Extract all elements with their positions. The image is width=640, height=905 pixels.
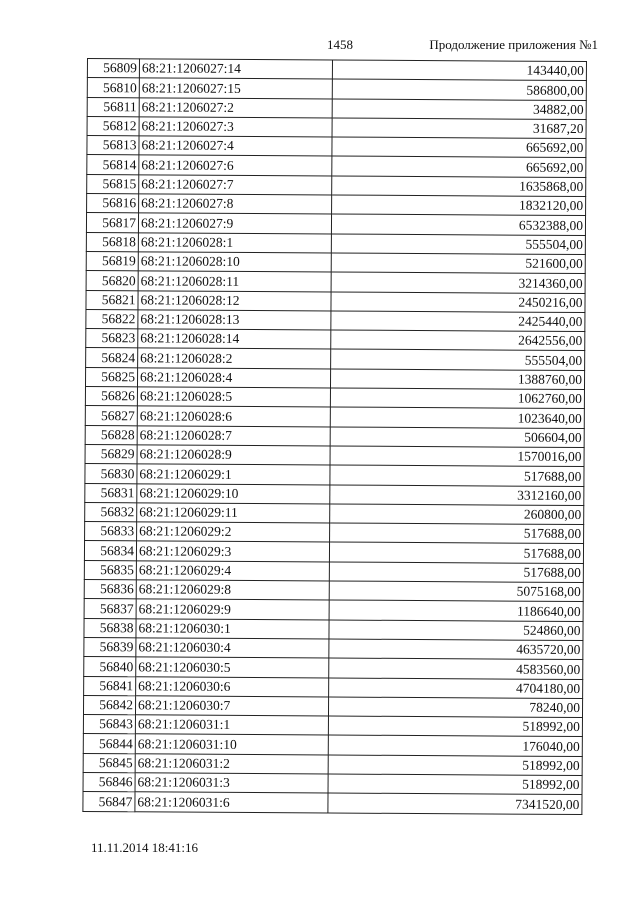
- row-number: 56811: [87, 97, 139, 117]
- cadastral-value: 2642556,00: [331, 330, 585, 351]
- table-row: [87, 194, 586, 216]
- row-number: 56842: [83, 695, 135, 715]
- cadastral-number: 68:21:1206027:6: [139, 155, 332, 175]
- cadastral-value: 521600,00: [331, 253, 585, 274]
- cadastral-number: 68:21:1206028:4: [137, 368, 330, 388]
- row-number: 56837: [84, 599, 136, 619]
- cadastral-value: 517688,00: [329, 542, 583, 563]
- cadastral-value: 6532388,00: [331, 214, 585, 235]
- row-number: 56810: [87, 78, 139, 98]
- row-number: 56809: [87, 59, 139, 79]
- table-row: [84, 637, 583, 659]
- cadastral-value: 2425440,00: [331, 311, 585, 332]
- cadastral-number: 68:21:1206027:7: [139, 175, 332, 195]
- cadastral-value: 5075168,00: [329, 581, 583, 602]
- row-number: 56828: [85, 425, 137, 445]
- row-number: 56826: [85, 387, 137, 407]
- cadastral-number: 68:21:1206028:7: [137, 425, 330, 445]
- table-row: [84, 580, 583, 602]
- cadastral-value: 4583560,00: [329, 658, 583, 679]
- cadastral-value: 78240,00: [328, 697, 582, 718]
- table-row: [84, 599, 583, 621]
- row-number: 56815: [87, 174, 139, 194]
- row-number: 56827: [85, 406, 137, 426]
- cadastral-number: 68:21:1206027:15: [139, 78, 332, 98]
- table-row: [87, 97, 586, 119]
- cadastral-number: 68:21:1206028:14: [138, 329, 331, 349]
- cadastral-number: 68:21:1206031:1: [135, 715, 328, 735]
- cadastral-value: 2450216,00: [331, 292, 585, 313]
- table-row: [84, 618, 583, 640]
- cadastral-number: 68:21:1206027:8: [139, 194, 332, 214]
- table-row: [87, 59, 586, 81]
- cadastral-number: 68:21:1206028:11: [138, 271, 331, 291]
- cadastral-number: 68:21:1206030:4: [136, 638, 329, 658]
- table-row: [87, 116, 586, 138]
- cadastral-number: 68:21:1206029:11: [137, 503, 330, 523]
- cadastral-number: 68:21:1206028:1: [138, 232, 331, 252]
- appendix-continuation-note: Продолжение приложения №1: [429, 37, 598, 52]
- table-row: [86, 290, 585, 312]
- cadastral-value: 4704180,00: [329, 677, 583, 698]
- cadastral-number: 68:21:1206029:1: [137, 464, 330, 484]
- cadastral-value: 665692,00: [332, 156, 586, 177]
- cadastral-value: 518992,00: [328, 774, 582, 795]
- table-row: [83, 695, 582, 717]
- row-number: 56833: [85, 522, 137, 542]
- row-number: 56831: [85, 483, 137, 503]
- cadastral-number: 68:21:1206027:9: [138, 213, 331, 233]
- row-number: 56825: [85, 367, 137, 387]
- cadastral-value: 260800,00: [330, 504, 584, 525]
- table-row: [86, 309, 585, 331]
- cadastral-value: 506604,00: [330, 427, 584, 448]
- row-number: 56844: [83, 734, 135, 754]
- table-row: [86, 329, 585, 351]
- row-number: 56818: [86, 232, 138, 252]
- cadastral-value: 31687,20: [332, 118, 586, 139]
- cadastral-number: 68:21:1206029:9: [136, 599, 329, 619]
- cadastral-value: 1388760,00: [330, 369, 584, 390]
- row-number: 56847: [83, 792, 135, 812]
- table-row: [83, 753, 582, 775]
- cadastral-number: 68:21:1206031:3: [135, 773, 328, 793]
- table-row: [87, 155, 586, 177]
- row-number: 56823: [86, 329, 138, 349]
- cadastral-number: 68:21:1206029:8: [136, 580, 329, 600]
- cadastral-number: 68:21:1206028:5: [137, 387, 330, 407]
- row-number: 56822: [86, 309, 138, 329]
- row-number: 56816: [87, 194, 139, 214]
- cadastral-value: 4635720,00: [329, 639, 583, 660]
- row-number: 56821: [86, 290, 138, 310]
- cadastral-number: 68:21:1206030:7: [135, 696, 328, 716]
- table-row: [85, 406, 584, 428]
- cadastral-number: 68:21:1206029:4: [136, 561, 329, 581]
- cadastral-value: 586800,00: [332, 79, 586, 100]
- cadastral-number: 68:21:1206027:14: [139, 59, 332, 79]
- table-row: [84, 657, 583, 679]
- table-row: [87, 78, 586, 100]
- cadastral-value: 555504,00: [331, 349, 585, 370]
- cadastral-value: 1832120,00: [332, 195, 586, 216]
- row-number: 56814: [87, 155, 139, 175]
- cadastral-number: 68:21:1206028:12: [138, 290, 331, 310]
- cadastral-value: 1570016,00: [330, 446, 584, 467]
- cadastral-value: 665692,00: [332, 137, 586, 158]
- cadastral-value: 518992,00: [328, 716, 582, 737]
- cadastral-number: 68:21:1206029:10: [137, 483, 330, 503]
- cadastral-value: 7341520,00: [328, 793, 582, 814]
- table-row: [83, 792, 582, 814]
- row-number: 56845: [83, 753, 135, 773]
- cadastral-number: 68:21:1206031:10: [135, 734, 328, 754]
- cadastral-number: 68:21:1206028:6: [137, 406, 330, 426]
- table-row: [86, 251, 585, 273]
- cadastral-number: 68:21:1206027:3: [139, 117, 332, 137]
- cadastral-number: 68:21:1206027:2: [139, 97, 332, 117]
- table-row: [85, 483, 584, 505]
- cadastral-number: 68:21:1206029:2: [137, 522, 330, 542]
- cadastral-value: 517688,00: [330, 465, 584, 486]
- row-number: 56819: [86, 251, 138, 271]
- row-number: 56835: [84, 560, 136, 580]
- table-row: [85, 522, 584, 544]
- row-number: 56824: [86, 348, 138, 368]
- row-number: 56846: [83, 772, 135, 792]
- cadastral-number: 68:21:1206028:2: [138, 348, 331, 368]
- cadastral-value-table: [82, 58, 587, 815]
- cadastral-value: 517688,00: [329, 562, 583, 583]
- cadastral-value: 34882,00: [332, 99, 586, 120]
- cadastral-value: 1186640,00: [329, 600, 583, 621]
- row-number: 56840: [84, 657, 136, 677]
- cadastral-value: 524860,00: [329, 620, 583, 641]
- row-number: 56839: [84, 637, 136, 657]
- cadastral-value: 3214360,00: [331, 272, 585, 293]
- cadastral-value: 143440,00: [332, 60, 586, 81]
- cadastral-number: 68:21:1206028:9: [137, 445, 330, 465]
- row-number: 56841: [84, 676, 136, 696]
- row-number: 56829: [85, 444, 137, 464]
- row-number: 56843: [83, 715, 135, 735]
- cadastral-number: 68:21:1206031:2: [135, 753, 328, 773]
- row-number: 56832: [85, 502, 137, 522]
- cadastral-value: 1062760,00: [330, 388, 584, 409]
- row-number: 56836: [84, 580, 136, 600]
- table-row: [83, 772, 582, 794]
- row-number: 56817: [86, 213, 138, 233]
- cadastral-value: 1635868,00: [332, 176, 586, 197]
- row-number: 56830: [85, 464, 137, 484]
- table-row: [85, 464, 584, 486]
- cadastral-number: 68:21:1206030:5: [136, 657, 329, 677]
- cadastral-value: 176040,00: [328, 735, 582, 756]
- table-row: [86, 348, 585, 370]
- table-row: [86, 271, 585, 293]
- table-row: [85, 387, 584, 409]
- table-row: [86, 232, 585, 254]
- table-row: [86, 213, 585, 235]
- table-row: [84, 541, 583, 563]
- cadastral-number: 68:21:1206027:4: [139, 136, 332, 156]
- row-number: 56834: [84, 541, 136, 561]
- cadastral-number: 68:21:1206030:6: [136, 676, 329, 696]
- table-row: [84, 560, 583, 582]
- cadastral-number: 68:21:1206030:1: [136, 618, 329, 638]
- table-row: [84, 676, 583, 698]
- page-number: 1458: [327, 37, 353, 52]
- table-row: [85, 425, 584, 447]
- cadastral-number: 68:21:1206028:13: [138, 310, 331, 330]
- cadastral-value: 517688,00: [330, 523, 584, 544]
- table-body: [83, 59, 587, 815]
- row-number: 56820: [86, 271, 138, 291]
- cadastral-value: 3312160,00: [330, 485, 584, 506]
- table-row: [87, 174, 586, 196]
- row-number: 56838: [84, 618, 136, 638]
- row-number: 56813: [87, 136, 139, 156]
- table-row: [85, 444, 584, 466]
- table-row: [87, 136, 586, 158]
- table-row: [83, 734, 582, 756]
- cadastral-number: 68:21:1206031:6: [135, 792, 328, 812]
- table-row: [83, 715, 582, 737]
- cadastral-value: 1023640,00: [330, 407, 584, 428]
- row-number: 56812: [87, 116, 139, 136]
- table-row: [85, 502, 584, 524]
- cadastral-value: 518992,00: [328, 755, 582, 776]
- print-timestamp: 11.11.2014 18:41:16: [91, 840, 199, 855]
- cadastral-value: 555504,00: [331, 234, 585, 255]
- cadastral-number: 68:21:1206028:10: [138, 252, 331, 272]
- table-row: [85, 367, 584, 389]
- cadastral-number: 68:21:1206029:3: [136, 541, 329, 561]
